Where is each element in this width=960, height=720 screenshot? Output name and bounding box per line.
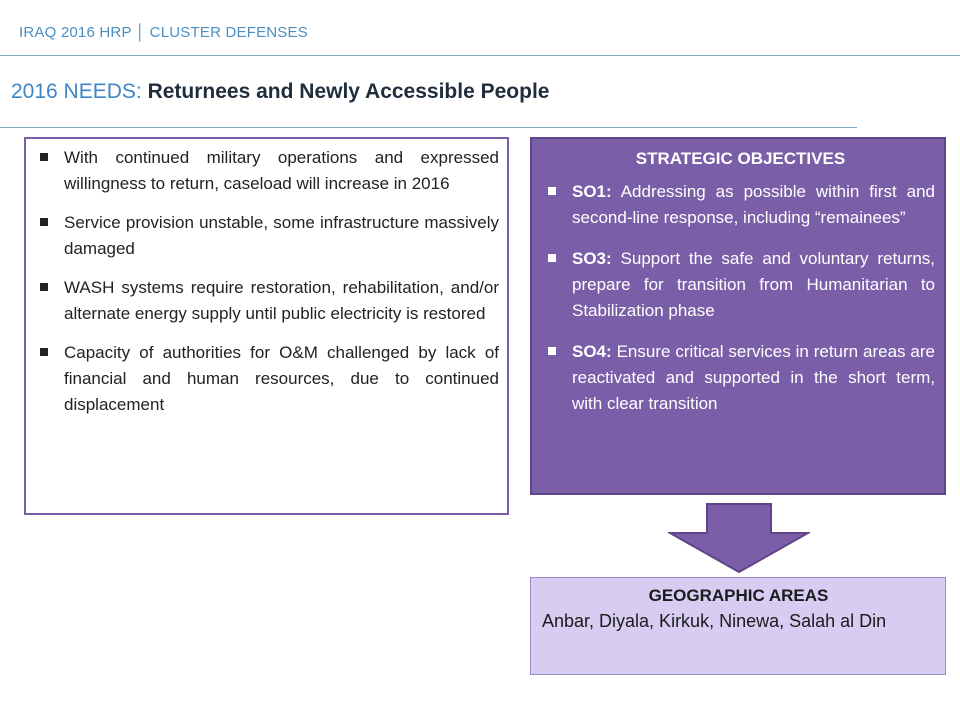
objective-text: Ensure critical services in return areas are reactivated and supported in the short term, with clear transition — [572, 342, 935, 413]
objective-item — [546, 179, 935, 231]
needs-item: Capacity of authorities for O&M challenged by lack of financial and human resources, due to continued displacement — [38, 340, 499, 418]
title-divider — [0, 127, 857, 128]
objective-code: SO3: — [572, 249, 612, 268]
objective-text: Support the safe and voluntary returns, prepare for transition from Humanitarian to Stabilization phase — [572, 249, 935, 320]
geographic-areas-box — [530, 577, 946, 675]
objective-item — [546, 339, 935, 417]
header-label: IRAQ 2016 HRP │ CLUSTER DEFENSES — [19, 24, 308, 41]
objective-text: Addressing as possible within first and second-line response, including “remainees” — [572, 182, 935, 227]
objectives-title: STRATEGIC OBJECTIVES — [635, 149, 846, 168]
needs-item: WASH systems require restoration, rehabilitation, and/or alternate energy supply until public electricity is restored — [38, 275, 499, 327]
needs-item: Service provision unstable, some infrastructure massively damaged — [38, 210, 499, 262]
strategic-objectives-box — [530, 137, 946, 495]
objectives-list — [546, 179, 935, 417]
objective-code: SO1: — [572, 182, 612, 201]
header-divider — [0, 55, 960, 56]
objective-item — [546, 246, 935, 324]
page-title — [11, 80, 549, 104]
geographic-text: Anbar, Diyala, Kirkuk, Ninewa, Salah al Din — [542, 611, 887, 631]
geographic-title: GEOGRAPHIC AREAS — [648, 586, 829, 605]
needs-box — [24, 137, 509, 515]
needs-item: With continued military operations and expressed willingness to return, caseload will increase in 2016 — [38, 145, 499, 197]
page-title-prefix: 2016 NEEDS: — [11, 80, 148, 103]
page-title-main: Returnees and Newly Accessible People — [147, 80, 550, 103]
objective-code: SO4: — [572, 342, 612, 361]
down-arrow-icon — [668, 503, 810, 573]
needs-list — [38, 145, 499, 418]
